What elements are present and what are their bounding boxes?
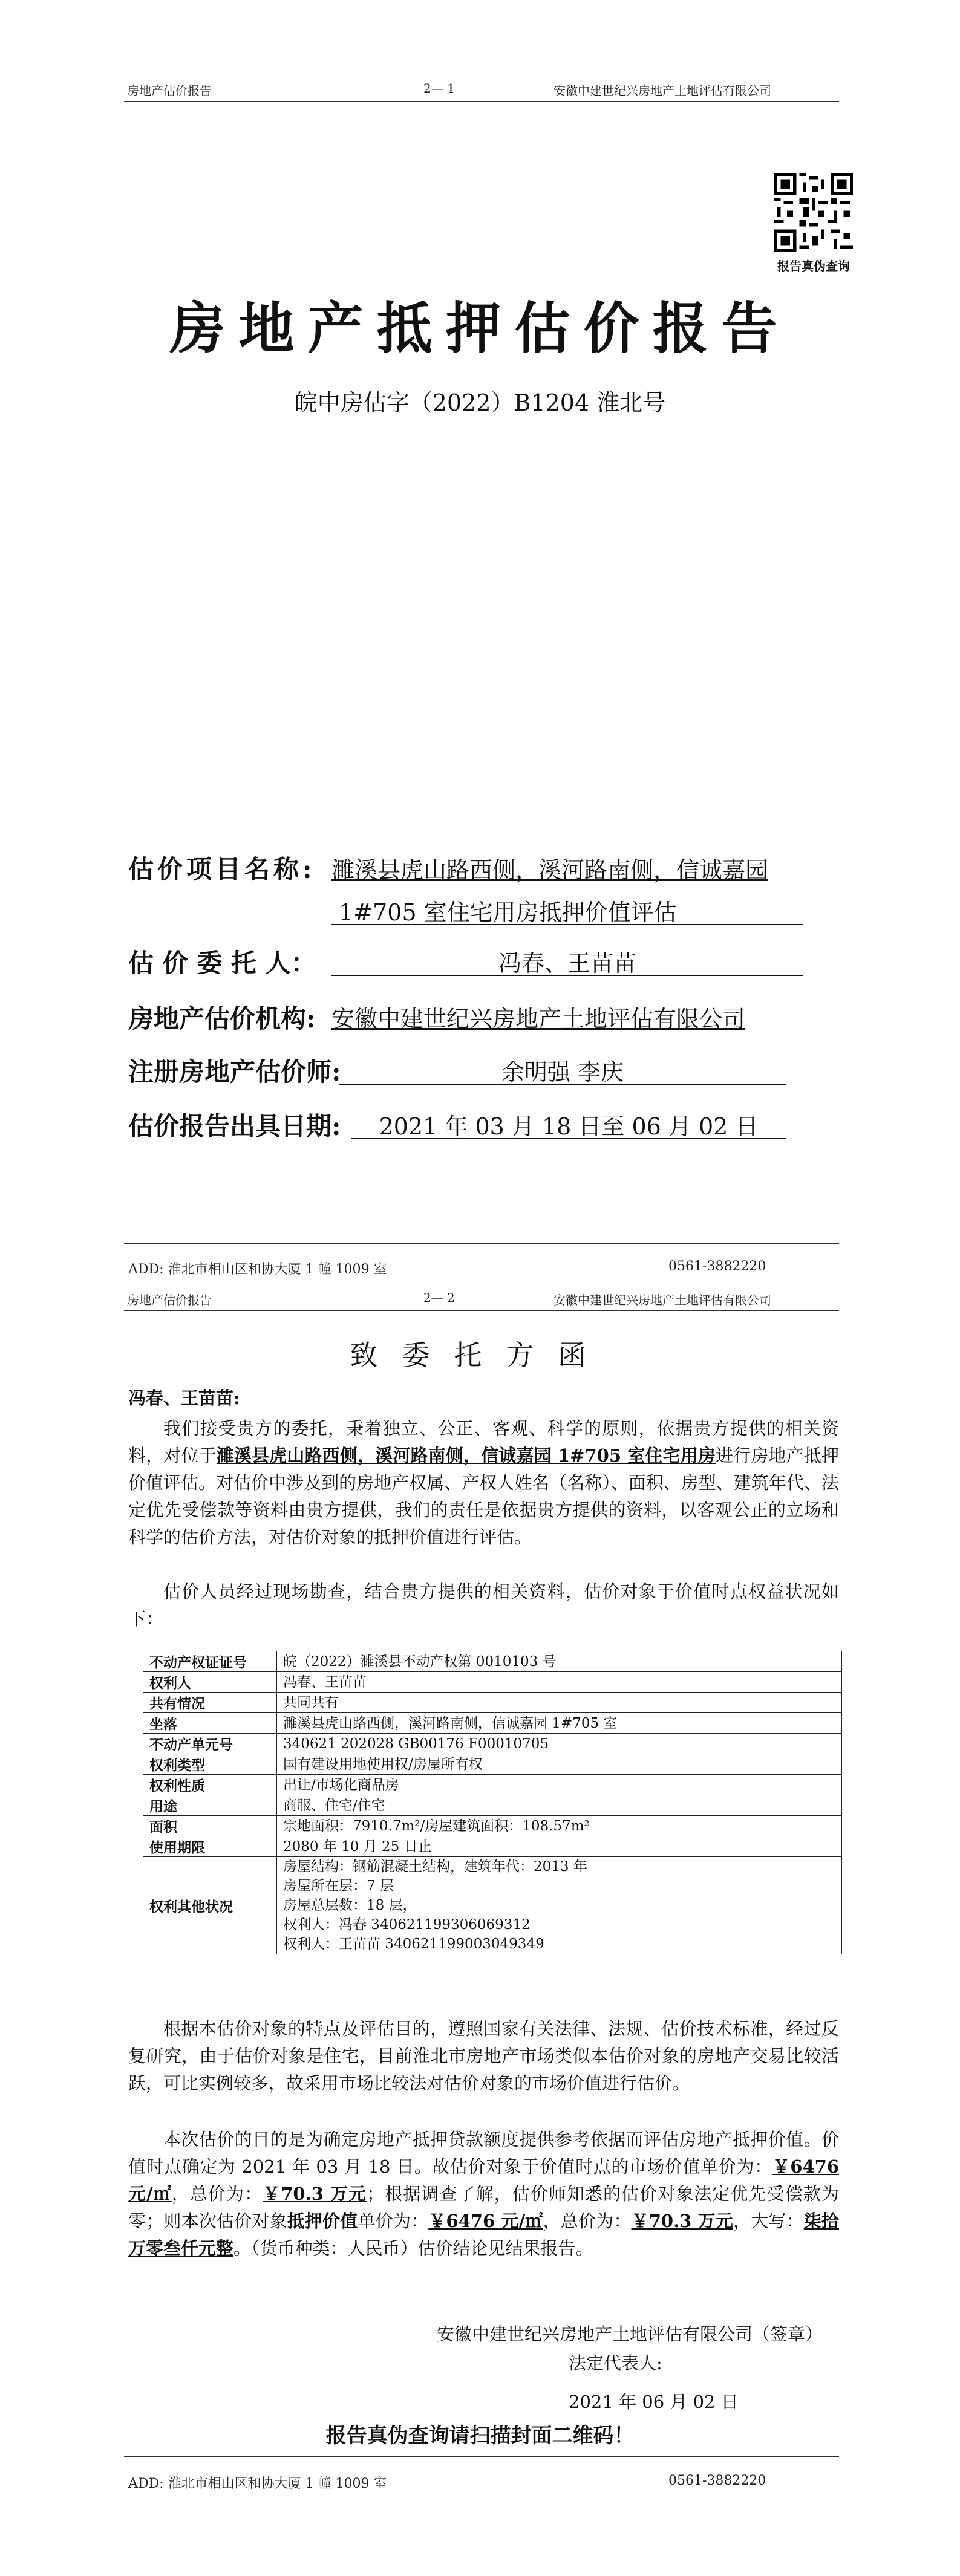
appraiser-underline <box>339 1084 786 1085</box>
paragraph-conclusion <box>128 2126 839 2262</box>
paragraph-engagement <box>128 1415 839 1551</box>
page1-header-left: 房地产估价报告 <box>127 83 212 98</box>
rights-table-value-line: 340621 202028 GB00176 F00010705 <box>283 1735 549 1752</box>
rights-table-value-line: 权利人：冯春 340621199306069312 <box>283 1917 531 1933</box>
mortgage-value-term: 抵押价值 <box>287 2211 358 2231</box>
rights-table-key: 权利其他状况 <box>143 1857 277 1954</box>
page2-header-left: 房地产估价报告 <box>127 1293 212 1307</box>
signature-date: 2021 年 06 月 02 日 <box>569 2392 739 2412</box>
letter-title: 致委托方函 <box>350 1339 610 1371</box>
rights-table-value <box>277 1857 842 1954</box>
project-name-line1: 濉溪县虎山路西侧，溪河路南侧，信诚嘉园 <box>331 857 769 883</box>
rights-table-value <box>277 1734 842 1754</box>
rights-table-key: 坐落 <box>143 1713 277 1734</box>
rights-table-value <box>277 1775 842 1795</box>
page2-footer-phone: 0561-3882220 <box>668 2473 766 2488</box>
signature-representative: 法定代表人: <box>569 2353 662 2373</box>
rights-table-key: 不动产权证证号 <box>143 1651 277 1672</box>
rights-table-row <box>143 1713 842 1734</box>
rights-table-value-line: 2080 年 10 月 25 日止 <box>283 1838 432 1855</box>
rights-table-value-line: 房屋结构：钢筋混凝土结构，建筑年代：2013 年 <box>283 1859 587 1875</box>
para4-text-a: 本次估价的目的是为确定房地产抵押贷款额度提供参考依据而评估房地产抵押价值。价值时点确定为 2021 年 03 月 18 日。故估价对象于价值时点的市场价值单价为： <box>128 2129 839 2177</box>
rights-table-value <box>277 1816 842 1836</box>
page1-header-rule <box>124 101 839 102</box>
report-date-label: 估价报告出具日期: <box>128 1111 341 1141</box>
rights-table-value-line: 宗地面积：7910.7m²/房屋建筑面积：108.57m² <box>283 1818 590 1834</box>
rights-table-value-line: 出让/市场化商品房 <box>283 1777 399 1793</box>
page2-footer-address: ADD: 淮北市相山区和协大厦 1 幢 1009 室 <box>128 2476 387 2491</box>
page1-header-right: 安徽中建世纪兴房地产土地评估有限公司 <box>553 83 771 98</box>
para4-text-b: ，总价为： <box>171 2184 263 2204</box>
client-underline <box>331 975 803 976</box>
page1-footer-rule <box>124 1243 839 1244</box>
rights-table-row <box>143 1857 842 1954</box>
page1-footer-phone: 0561-3882220 <box>668 1259 766 1274</box>
agency-value: 安徽中建世纪兴房地产土地评估有限公司 <box>331 1006 746 1032</box>
authenticity-notice: 报告真伪查询请扫描封面二维码！ <box>325 2424 635 2448</box>
rights-table-value-line: 权利人：王苗苗 340621199003049349 <box>283 1936 544 1952</box>
paragraph-method: 根据本估价对象的特点及评估目的，遵照国家有关法律、法规、估价技术标准，经过反复研究，由于估价对象是住宅，目前淮北市房地产市场类似本估价对象的房地产交易比较活跃，可比实例较多，故采用市场比较法对估价对象的市场价值进行估价。 <box>128 2018 839 2093</box>
rights-table-row <box>143 1816 842 1836</box>
rights-table-key: 权利人 <box>143 1672 277 1693</box>
rights-table <box>143 1651 842 1954</box>
mortgage-total-price: ￥70.3 万元 <box>631 2211 734 2231</box>
mortgage-price-words: 柒拾万零叁仟元整 <box>128 2211 839 2259</box>
appraiser-value: 余明强 李庆 <box>501 1059 624 1085</box>
rights-table-value <box>277 1795 842 1816</box>
rights-table-value-line: 房屋总层数：18 层， <box>283 1898 417 1913</box>
client-label: 估 价 委 托 人： <box>128 948 316 978</box>
page2-header-rule <box>124 1310 839 1311</box>
report-title: 房地产抵押估价报告 <box>169 296 791 361</box>
rights-table-value <box>277 1754 842 1775</box>
rights-table-row <box>143 1775 842 1795</box>
rights-table-key: 权利类型 <box>143 1754 277 1775</box>
market-total-price: ￥70.3 万元 <box>263 2184 367 2204</box>
rights-table-row <box>143 1651 842 1672</box>
page1-footer-address: ADD: 淮北市相山区和协大厦 1 幢 1009 室 <box>128 1262 387 1277</box>
rights-table-value-line: 皖（2022）濉溪县不动产权第 0010103 号 <box>283 1653 557 1670</box>
rights-table-key: 权利性质 <box>143 1775 277 1795</box>
rights-table-value-line: 濉溪县虎山路西侧，溪河路南侧，信诚嘉园 1#705 室 <box>283 1715 618 1731</box>
project-name-label: 估价项目名称: <box>128 854 316 884</box>
para4-text-g: ，大写： <box>733 2211 804 2231</box>
report-date-value: 2021 年 03 月 18 日至 06 月 02 日 <box>379 1113 759 1140</box>
client-value: 冯春、王苗苗 <box>498 950 636 977</box>
page2-header-page: 2— 2 <box>423 1290 455 1305</box>
rights-table-value <box>277 1836 842 1857</box>
rights-table-value <box>277 1651 842 1672</box>
rights-table-value <box>277 1713 842 1734</box>
rights-table-key: 使用期限 <box>143 1836 277 1857</box>
qr-caption: 报告真伪查询 <box>777 259 850 273</box>
page2-header-right: 安徽中建世纪兴房地产土地评估有限公司 <box>553 1293 771 1307</box>
mortgage-unit-price: ￥6476 元/㎡ <box>428 2211 543 2231</box>
para1-text-c: 进行房地产抵押价值评估。对估价中涉及到的房地产权属、产权人姓名（名称）、面积、房型、建筑年代、法定优先受偿款等资料由贵方提供，我们的责任是依据贵方提供的资料，以客观公正的立场和科学的估价方法，对估价对象的抵押价值进行评估。 <box>128 1445 839 1547</box>
rights-table-key: 用途 <box>143 1795 277 1816</box>
rights-table-value <box>277 1672 842 1693</box>
para1-text-a: 我们接受贵方的委托，秉着独立、公正、客观、科学的原则，依据贵方提供的相关资料，对位于 <box>128 1418 839 1466</box>
para4-text-c: ；根据调查了解，估价师知悉的估价对象法定优先受偿款为零；则本次估价对象 <box>128 2184 839 2231</box>
para4-text-f: ，总价为： <box>543 2211 632 2231</box>
project-name-underline <box>331 924 803 925</box>
project-name-line2: 1#705 室住宅用房抵押价值评估 <box>339 899 677 926</box>
qr-code-icon <box>774 173 853 252</box>
rights-table-key: 面积 <box>143 1816 277 1836</box>
rights-table-row <box>143 1754 842 1775</box>
rights-table-value-line: 商服、住宅/住宅 <box>283 1797 385 1813</box>
para4-text-e: 单价为： <box>358 2211 429 2231</box>
rights-table-value-line: 房屋所在层：7 层 <box>283 1878 394 1894</box>
rights-table-value-line: 冯春、王苗苗 <box>283 1674 367 1690</box>
rights-table-key: 共有情况 <box>143 1693 277 1713</box>
rights-table-value <box>277 1693 842 1713</box>
agency-label: 房地产估价机构: <box>128 1004 316 1033</box>
document-number: 皖中房估字（2022）B1204 淮北号 <box>294 389 666 416</box>
page1-header-page: 2— 1 <box>423 81 455 96</box>
report-date-underline <box>351 1138 786 1139</box>
rights-table-key: 不动产单元号 <box>143 1734 277 1754</box>
rights-table-value-line: 共同共有 <box>283 1694 339 1711</box>
salutation: 冯春、王苗苗: <box>128 1388 240 1408</box>
rights-table-row <box>143 1734 842 1754</box>
rights-table-row <box>143 1672 842 1693</box>
rights-table-row <box>143 1693 842 1713</box>
rights-table-row <box>143 1795 842 1816</box>
para4-text-h: 。（货币种类：人民币）估价结论见结果报告。 <box>233 2238 593 2259</box>
market-unit-price: ￥6476 元/㎡ <box>128 2156 839 2204</box>
rights-table-value-line: 国有建设用地使用权/房屋所有权 <box>283 1756 483 1772</box>
page2-footer-rule <box>124 2456 839 2457</box>
appraiser-label: 注册房地产估价师: <box>128 1057 341 1087</box>
rights-table-row <box>143 1836 842 1857</box>
para1-property-address: 濉溪县虎山路西侧，溪河路南侧，信诚嘉园 1#705 室住宅用房 <box>216 1445 716 1466</box>
signature-company: 安徽中建世纪兴房地产土地评估有限公司（签章） <box>436 2324 823 2344</box>
paragraph-survey: 估价人员经过现场勘查，结合贵方提供的相关资料，估价对象于价值时点权益状况如下： <box>128 1581 839 1629</box>
